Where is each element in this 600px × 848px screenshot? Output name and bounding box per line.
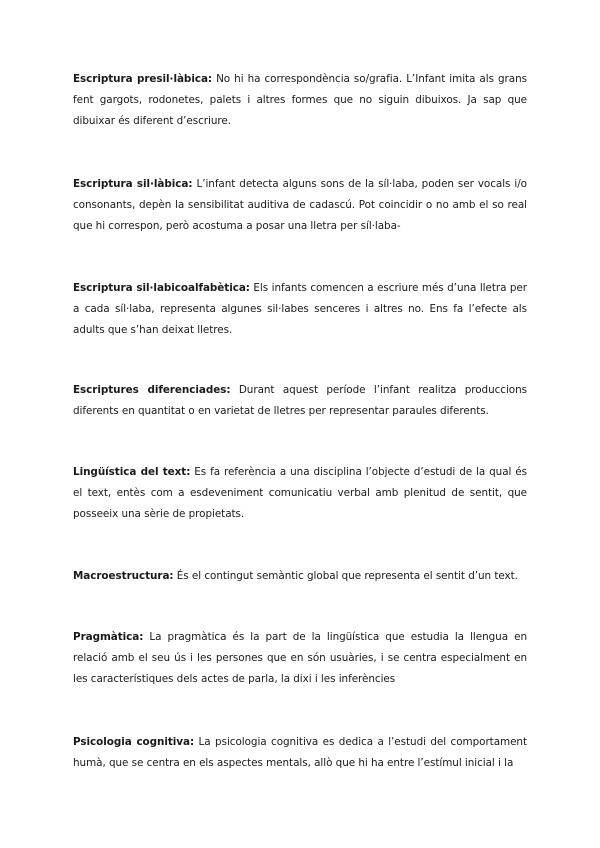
glossary-entry-syllabic-alphabetic-writing: [73, 278, 527, 341]
entry-term: Lingüística del text:: [73, 466, 191, 478]
glossary-entry-text-linguistics: [73, 462, 527, 525]
entry-definition: Durant aquest període l’infant realitza produccions diferents en quantitat o en varietat de lletres per representar paraules diferents.: [73, 384, 527, 417]
entry-term: Psicologia cognitiva:: [73, 736, 195, 748]
entry-term: Escriptura presil·làbica:: [73, 73, 213, 85]
glossary-entry-syllabic-writing: [73, 174, 527, 237]
glossary-entry-presillabic-writing: [73, 69, 527, 132]
entry-definition: La pragmàtica és la part de la lingüística que estudia la llengua en relació amb el seu ús i les persones que en són usuàries, i se centra especialment en les característiques dels actes de parla, la dixi i les inferències: [73, 631, 527, 685]
entry-term: Escriptura sil·labicoalfabètica:: [73, 282, 250, 294]
entry-term: Escriptura sil·làbica:: [73, 178, 193, 190]
entry-definition: La psicologia cognitiva es dedica a l’estudi del comportament humà, que se centra en els aspectes mentals, allò que hi ha entre l’estímul inicial i la: [73, 736, 527, 769]
glossary-entry-cognitive-psychology: [73, 732, 527, 774]
glossary-entry-pragmatics: [73, 627, 527, 690]
glossary-entry-differentiated-writings: [73, 380, 527, 422]
entry-definition: No hi ha correspondència so/grafia. L’Infant imita als grans fent gargots, rodonetes, palets i altres formes que no siguin dibuixos. Ja sap que dibuixar és diferent d’escriure.: [73, 73, 527, 127]
entry-term: Escriptures diferenciades:: [73, 384, 231, 396]
entry-term: Macroestructura:: [73, 570, 174, 582]
entry-definition: Es fa referència a una disciplina l’objecte d’estudi de la qual és el text, entès com a esdeveniment comunicatiu verbal amb plenitud de sentit, que posseeix una sèrie de propietats.: [73, 466, 527, 520]
entry-definition: És el contingut semàntic global que representa el sentit d’un text.: [176, 570, 518, 582]
entry-definition: Els infants comencen a escriure més d’una lletra per a cada síl·laba, representa algunes sil·labes senceres i altres no. Ens fa l’efecte als adults que s’han deixat lletres.: [73, 282, 527, 336]
entry-term: Pragmàtica:: [73, 631, 144, 643]
entry-definition: L’infant detecta alguns sons de la síl·laba, poden ser vocals i/o consonants, depèn la sensibilitat auditiva de cadascú. Pot coincidir o no amb el so real que hi correspon, però acostuma a posar una lletra per síl·laba-: [73, 178, 527, 232]
glossary-entry-macrostructure: [73, 566, 527, 587]
